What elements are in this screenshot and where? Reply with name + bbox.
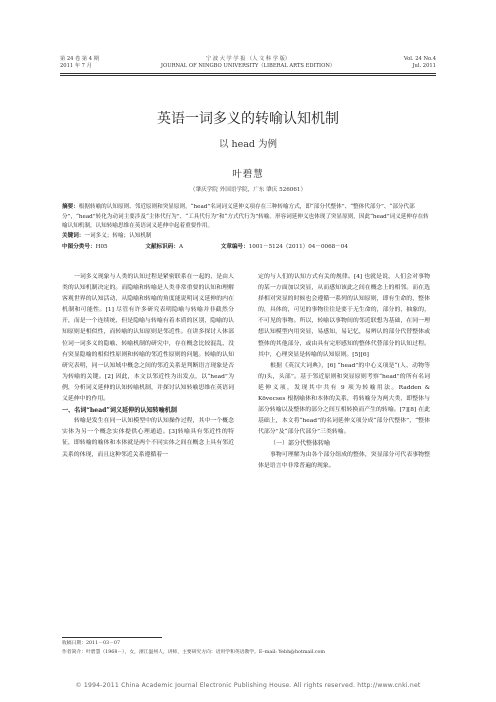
keywords bbox=[62, 232, 434, 242]
clc-value: H05 bbox=[95, 244, 108, 250]
section-heading: 一、名词“head”词义延伸的认知转喻机制 bbox=[62, 407, 177, 415]
received-date: 收稿日期：2011－03－07 bbox=[62, 641, 120, 646]
body-column-left bbox=[62, 272, 234, 461]
body-column-right bbox=[258, 272, 430, 472]
clc-label: 中图分类号： bbox=[62, 244, 96, 250]
copyright-line: © 1994-2011 China Academic Journal Electronic Publishing House. All rights reserved. http://www.cnki.net bbox=[75, 682, 421, 689]
volume-number-en: Vol. 24 No.4 bbox=[403, 56, 436, 62]
article-id bbox=[221, 244, 366, 250]
header-rule-bottom bbox=[60, 75, 436, 76]
header-rule-top bbox=[60, 73, 436, 74]
body-paragraph: 事物可理解为由各个部分组成的整体，突显部分可代表事物整体是语言中非常普遍的现象。 bbox=[258, 451, 430, 469]
volume-issue-en bbox=[404, 56, 436, 70]
keywords-text: 一词多义；转喻；认知机制 bbox=[84, 233, 152, 239]
document-code-value: A bbox=[178, 244, 183, 250]
author-affiliation: （肇庆学院 外国语学院，广东 肇庆 526061） bbox=[189, 187, 307, 193]
journal-name bbox=[60, 56, 436, 70]
footnote-rule bbox=[62, 637, 162, 638]
article-subtitle: 以 head 为例 bbox=[218, 139, 278, 150]
journal-name-cn: 宁 波 大 学 学 报 （人 文 科 学 版） bbox=[206, 56, 290, 62]
body-paragraph: 转喻是发生在同一认知模型中的认知操作过程，其中一个概念实体为另一个概念实体提供心理通道。[3]转喻具有邻近性的特征，即转喻的喻体和本体就是两个不同实体之间在概念上具有邻近关系的体现，而且这种邻近关系遵循着一 bbox=[62, 418, 234, 458]
volume-issue-cn: 第 24 卷 第 4 期 bbox=[60, 56, 99, 62]
author-name: 叶碧慧 bbox=[232, 169, 264, 180]
article-title: 英语一词多义的转喻认知机制 bbox=[157, 111, 339, 127]
body-paragraph: 定的与人们的认知方式有关的规律。[4] 也就是说，人们会对事物的某一方面加以突显，从而感知该此之间在概念上的相邻。而在选择相对突显的时候也会遵循一系列的认知原则，即有生命的，整体的，具体的，可见的事物往往是要于无生命的，部分的，抽象的，不可见的事物。所以，转喻以事物间的邻近联想为基础，在同一理想认知模型内用突显，易感知，易记忆，易辨认的部分代替整体或整体的其他部分，或由具有完形感知的整体代替部分的认知过程。其中，心理突显是转喻的认知原则。[5][6] bbox=[258, 274, 430, 358]
abstract-label: 摘要： bbox=[62, 204, 79, 210]
keywords-label: 关键词： bbox=[62, 233, 85, 239]
date-cn: 2011 年 7 月 bbox=[60, 63, 92, 69]
classification-line bbox=[62, 243, 434, 253]
body-paragraph: 一词多义现象与人类的认知过程是紧密联系在一起的，是由人类的认知机制决定的。而隐喻和转喻是人类非常重要的认知和理解客观世界的认知活动，从隐喻和转喻的角度能说明词义延伸的内在机制和可能性。[1] 尽管有许多研究表明隐喻与转喻并非截然分开，而是一个连续统，但是隐喻与转喻有着本质的区别，隐喻的认知原则是相似性，而转喻的认知原则是邻近性。在讲多探讨人体部位词一词多义的隐喻、转喻机制的研究中，存在概念比较混乱、没有突显隐喻的相似性原则和转喻的邻近性原则的问题。转喻的认知研究表明，同一认知域中概念之间的邻近关系是判断语言现象是否为转喻的关键。[2] 因此，本文以邻近性为出发点，以“head”为例，分析词义延伸的认知转喻机制，并探讨认知转喻思维在英语词义延伸中的作用。 bbox=[62, 274, 234, 403]
clc-number bbox=[62, 244, 126, 250]
author-bio: 作者简介：叶碧慧（1968－），女，浙江温州人，讲师，主要研究方向：语用学和英语教学。E–mail: Yebh@hotmail.com bbox=[62, 649, 325, 655]
body-paragraph: 根据《英汉大词典》，[6] “head”的中心义项是“(人、动物等的)头，头部”。基于邻近原则和突显原则考察“head”的所有名词延伸义项，发现其中共有 9 项为转喻用法。Radden & Kövecses 根据喻体和本体的关系，将转喻分为两大类，即整体与部分转喻以及整体的部分之间互相转换而产生的转喻。[7][8] 在此基础上，本文将“head”的名词延伸义项分成“部分代整体”，“整体代部分”及“部分代部分”三类转喻。 bbox=[258, 362, 430, 436]
footnote bbox=[62, 637, 434, 657]
article-id-label: 文章编号： bbox=[220, 244, 249, 250]
subsection-heading: （一）部分代整体转喻 bbox=[270, 440, 331, 448]
abstract bbox=[62, 203, 434, 232]
document-code-label: 文献标识码： bbox=[145, 244, 179, 250]
journal-name-en: JOURNAL OF NINGBO UNIVERSITY（LIBERAL ARTS EDITION） bbox=[160, 63, 336, 69]
abstract-text: 根据转喻的认知原则、邻近原则和突显原则，“head”名词词义延伸义项存在三种转喻方式，即“部分代整体”、“整体代部分”、“部分代部分”，“head”转化为动词主要涉及“主体代行为”、“工具代行为”和“方式代行为”转喻。形容词延伸义也体现了突显原则，因此“head”词义延伸存在转喻认知机制，认知转喻思维在英语词义延伸中起着重要作用。 bbox=[62, 204, 429, 230]
article-id-value: 1001－5124（2011）04－0068－04 bbox=[248, 244, 348, 250]
document-code bbox=[145, 244, 201, 250]
date-en: Jul. 2011 bbox=[412, 63, 436, 69]
